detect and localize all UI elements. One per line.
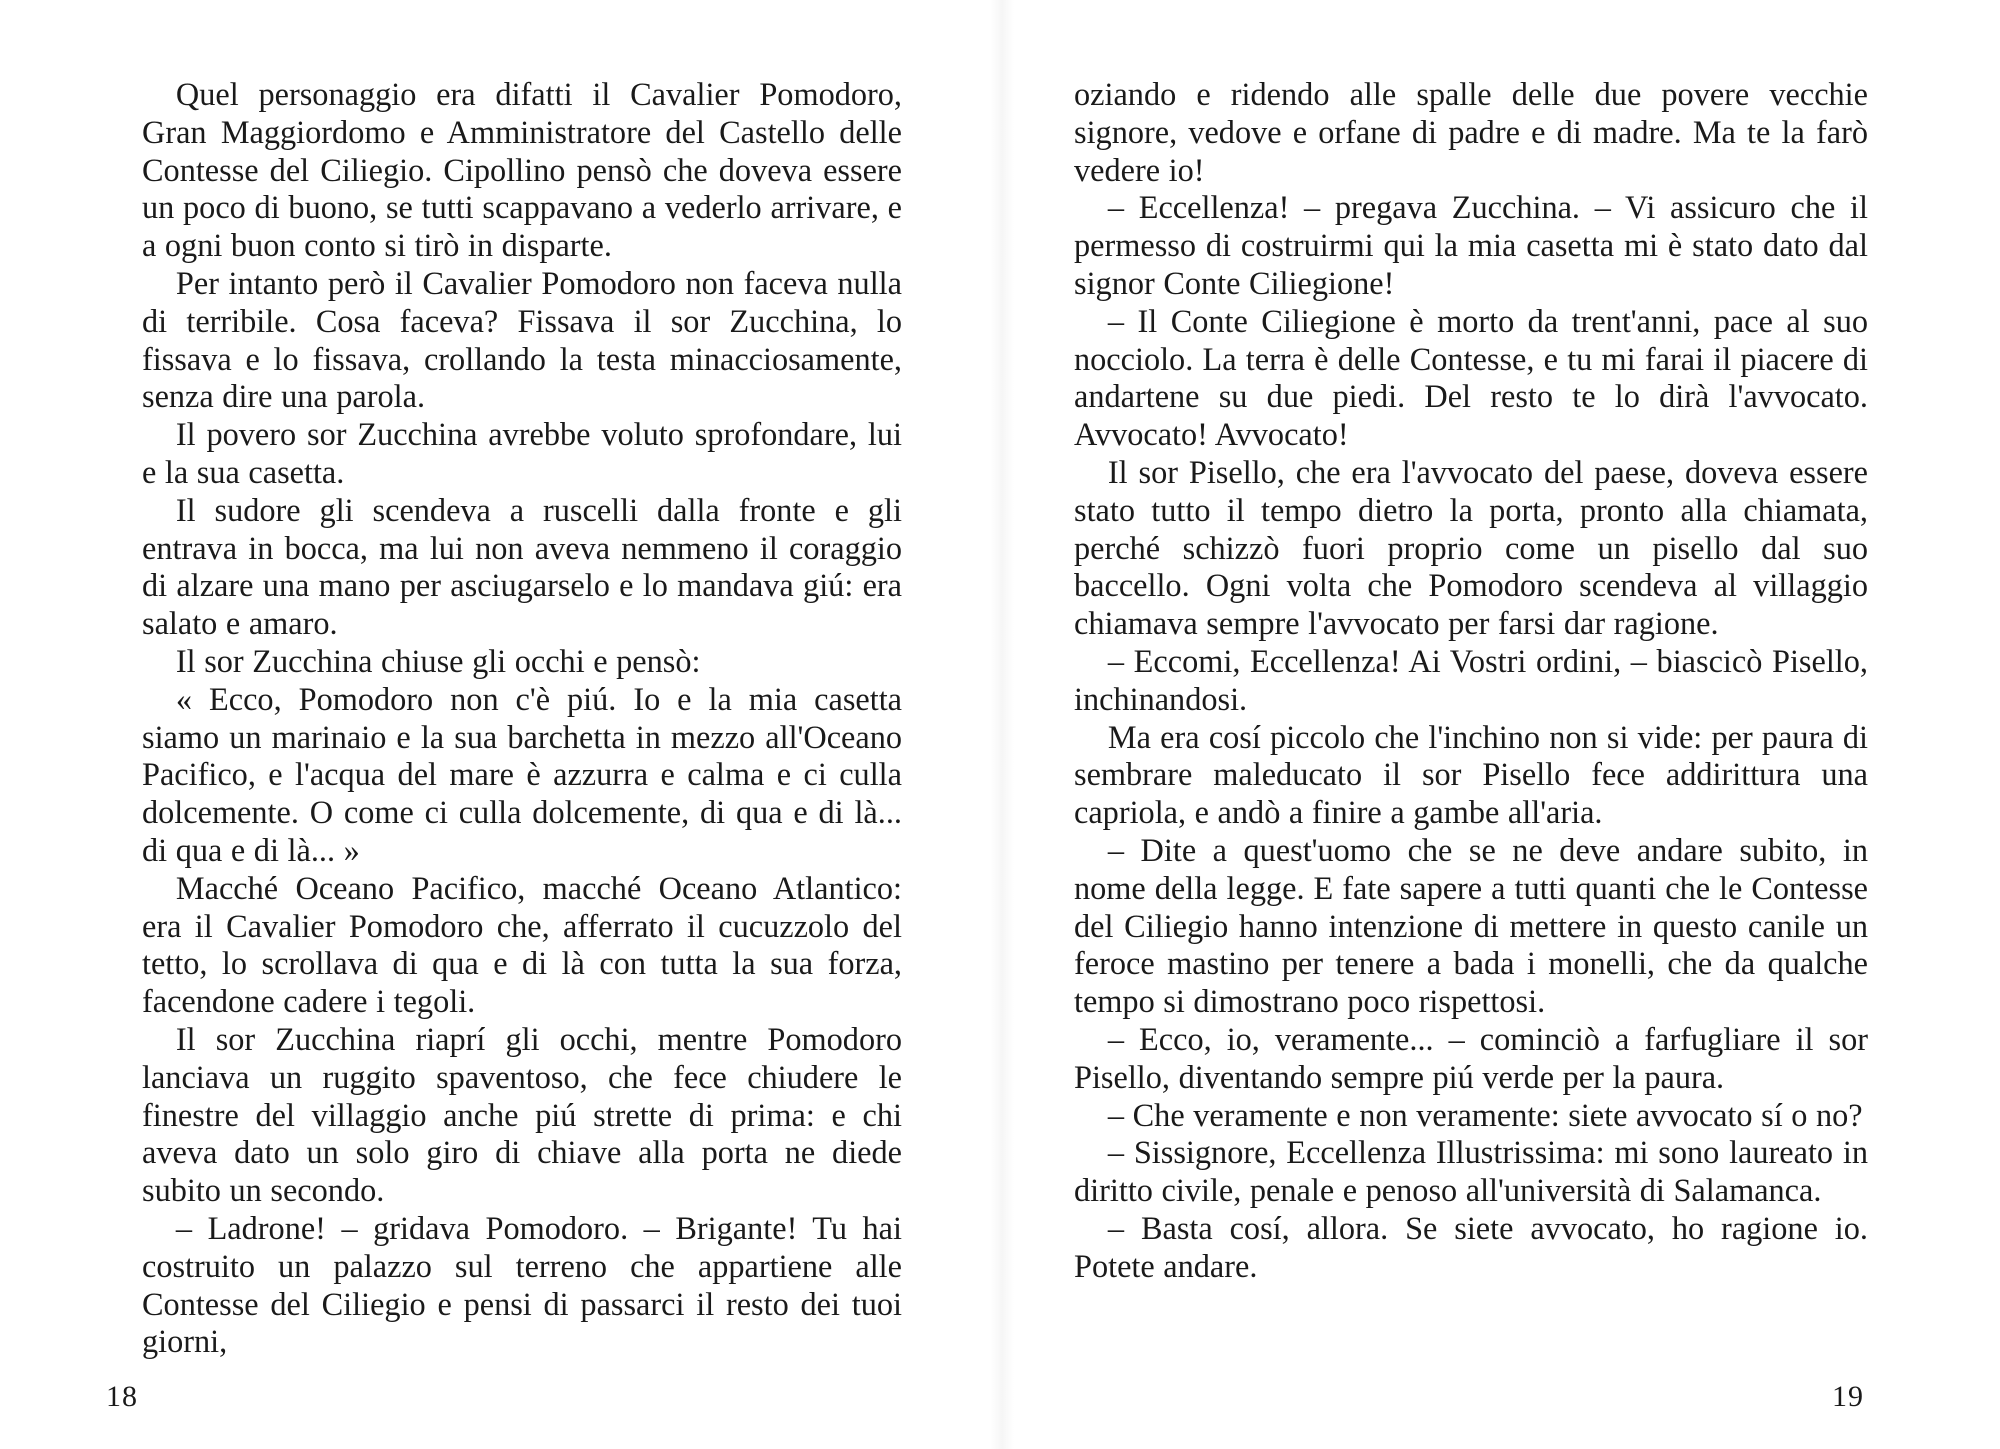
paragraph: – Ecco, io, veramente... – cominciò a farfugliare il sor Pisello, diventando sempre piú verde per la paura.: [1074, 1020, 1868, 1095]
paragraph: Per intanto però il Cavalier Pomodoro non faceva nulla di terribile. Cosa faceva? Fissava il sor Zucchina, lo fissava e lo fissava, crollando la testa minacciosamente, senza dire una parola.: [142, 264, 902, 415]
page-number-left: 18: [106, 1380, 138, 1413]
paragraph: « Ecco, Pomodoro non c'è piú. Io e la mia casetta siamo un marinaio e la sua barchetta in mezzo all'Oceano Pacifico, e l'acqua del mare è azzurra e calma e ci culla dolcemente. O come ci culla dolcemente, di qua e di là... di qua e di là... »: [142, 680, 902, 868]
paragraph: Il sudore gli scendeva a ruscelli dalla fronte e gli entrava in bocca, ma lui non aveva nemmeno il coraggio di alzare una mano per asciugarselo e lo mandava giú: era salato e amaro.: [142, 491, 902, 642]
paragraph: – Ladrone! – gridava Pomodoro. – Brigante! Tu hai costruito un palazzo sul terreno che appartiene alle Contesse del Ciliegio e pensi di passarci il resto dei tuoi giorni,: [142, 1209, 902, 1360]
paragraph: – Il Conte Ciliegione è morto da trent'anni, pace al suo nocciolo. La terra è delle Contesse, e tu mi farai il piacere di andartene su due piedi. Del resto te lo dirà l'avvocato. Avvocato! Avvocato!: [1074, 302, 1868, 453]
paragraph: Quel personaggio era difatti il Cavalier Pomodoro, Gran Maggiordomo e Amministratore del Castello delle Contesse del Ciliegio. Cipollino pensò che doveva essere un poco di buono, se tutti scappavano a vederlo arrivare, e a ogni buon conto si tirò in disparte.: [142, 76, 902, 264]
paragraph: – Che veramente e non veramente: siete avvocato sí o no?: [1107, 1096, 1863, 1133]
paragraph: Il povero sor Zucchina avrebbe voluto sprofondare, lui e la sua casetta.: [142, 416, 902, 490]
paragraph: – Eccellenza! – pregava Zucchina. – Vi assicuro che il permesso di costruirmi qui la mia casetta mi è stato dato dal signor Conte Ciliegione!: [1074, 189, 1868, 301]
book-gutter: [990, 0, 1014, 1449]
paragraph: – Basta cosí, allora. Se siete avvocato, ho ragione io. Potete andare.: [1074, 1209, 1868, 1284]
paragraph: oziando e ridendo alle spalle delle due povere vecchie signore, vedove e orfane di padre e di madre. Ma te la farò vedere io!: [1074, 76, 1868, 188]
page-number-right: 19: [1832, 1380, 1864, 1413]
paragraph: – Eccomi, Eccellenza! Ai Vostri ordini, – biascicò Pisello, inchinandosi.: [1074, 642, 1868, 717]
paragraph: – Sissignore, Eccellenza Illustrissima: mi sono laureato in diritto civile, penale e penoso all'università di Salamanca.: [1074, 1134, 1868, 1209]
paragraph: Ma era cosí piccolo che l'inchino non si vide: per paura di sembrare maleducato il sor Pisello fece addirittura una capriola, e andò a finire a gambe all'aria.: [1074, 718, 1868, 831]
right-page-text: [1074, 76, 1868, 1286]
left-page-text: [142, 76, 902, 1361]
paragraph: Il sor Zucchina chiuse gli occhi e pensò:: [175, 642, 701, 679]
paragraph: Il sor Pisello, che era l'avvocato del paese, doveva essere stato tutto il tempo dietro la porta, pronto alla chiamata, perché schizzò fuori proprio come un pisello dal suo baccello. Ogni volta che Pomodoro scendeva al villaggio chiamava sempre l'avvocato per farsi dar ragione.: [1074, 453, 1868, 642]
paragraph: Il sor Zucchina riaprí gli occhi, mentre Pomodoro lanciava un ruggito spaventoso, che fece chiudere le finestre del villaggio anche piú strette di prima: e chi aveva dato un solo giro di chiave alla porta ne diede subito un secondo.: [142, 1020, 902, 1209]
paragraph: – Dite a quest'uomo che se ne deve andare subito, in nome della legge. E fate sapere a tutti quanti che le Contesse del Ciliegio hanno intenzione di mettere in questo canile un feroce mastino per tenere a bada i monelli, che da qualche tempo si dimostrano poco rispettosi.: [1074, 831, 1868, 1020]
paragraph: Macché Oceano Pacifico, macché Oceano Atlantico: era il Cavalier Pomodoro che, afferrato il cucuzzolo del tetto, lo scrollava di qua e di là con tutta la sua forza, facendone cadere i tegoli.: [142, 869, 902, 1020]
